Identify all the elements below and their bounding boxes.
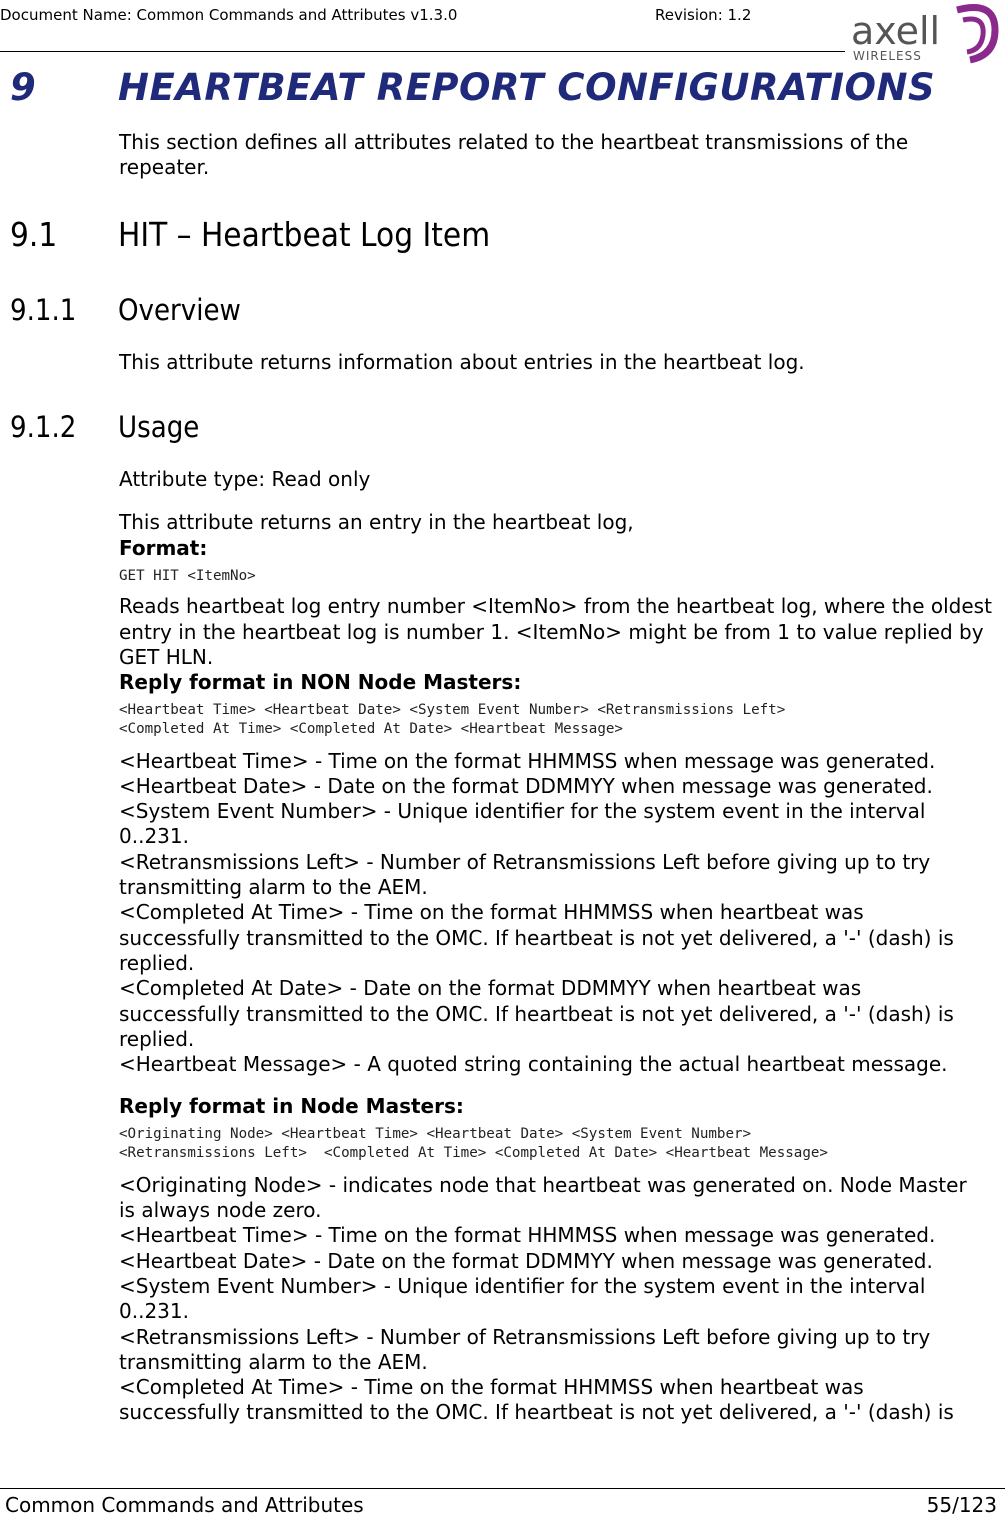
returns-text: This attribute returns an entry in the heartbeat log, <box>119 510 634 535</box>
field-line: <Completed At Time> - Time on the format HHMMSS when heartbeat was <box>119 1375 864 1400</box>
axell-wireless-logo <box>845 0 1005 66</box>
field-line: <Heartbeat Time> - Time on the format HHMMSS when message was generated. <box>119 1223 936 1248</box>
section-title: HEARTBEAT REPORT CONFIGURATIONS <box>118 66 936 109</box>
field-line: transmitting alarm to the AEM. <box>119 1349 428 1374</box>
usage-body <box>119 467 1004 1426</box>
overview-title: Overview <box>118 293 241 327</box>
page-number: 55/123 <box>926 1493 997 1517</box>
field-line: is always node zero. <box>119 1198 322 1223</box>
subsection-number: 9.1 <box>10 215 58 254</box>
header-rule <box>0 51 845 52</box>
logo-subtitle: WIRELESS <box>853 49 922 63</box>
format-label: Format: <box>119 535 208 560</box>
footer-title: Common Commands and Attributes <box>5 1493 364 1517</box>
overview-heading <box>10 293 241 327</box>
attribute-type: Attribute type: Read only <box>119 467 371 491</box>
format-code: GET HIT <ItemNo> <box>119 567 256 584</box>
overview-text: This attribute returns information about entries in the heartbeat log. <box>119 350 805 374</box>
footer-rule <box>0 1488 1005 1489</box>
field-line: 0..231. <box>119 1299 189 1324</box>
subsection-title: HIT – Heartbeat Log Item <box>118 215 491 254</box>
usage-number: 9.1.2 <box>10 410 77 444</box>
node-code-line: <Retransmissions Left> <Completed At Time> <Completed At Date> <Heartbeat Message> <box>119 1145 828 1162</box>
subsection-heading <box>10 215 490 254</box>
field-line: <Heartbeat Date> - Date on the format DDMMYY when message was generated. <box>119 773 933 798</box>
logo-wordmark: axell <box>851 9 941 53</box>
field-line: <Heartbeat Message> - A quoted string containing the actual heartbeat message. <box>119 1052 948 1077</box>
section-number: 9 <box>10 66 37 109</box>
field-line: <System Event Number> - Unique identifier for the system event in the interval <box>119 799 926 824</box>
field-line: successfully transmitted to the OMC. If heartbeat is not yet delivered, a '-' (dash) is <box>119 1001 954 1026</box>
logo-swoosh-inner-icon <box>963 19 983 52</box>
field-line: successfully transmitted to the OMC. If heartbeat is not yet delivered, a '-' (dash) is <box>119 1400 954 1425</box>
field-line: <Completed At Date> - Date on the format DDMMYY when heartbeat was <box>119 976 862 1001</box>
page-header <box>0 0 1005 63</box>
revision: Revision: 1.2 <box>655 6 752 24</box>
node-label: Reply format in Node Masters: <box>119 1094 464 1119</box>
field-line: <Heartbeat Time> - Time on the format HHMMSS when message was generated. <box>119 748 936 773</box>
overview-number: 9.1.1 <box>10 293 77 327</box>
node-code-line: <Originating Node> <Heartbeat Time> <Heartbeat Date> <System Event Number> <box>119 1125 752 1142</box>
section-intro: This section defines all attributes related to the heartbeat transmissions of the repeater. <box>119 130 909 180</box>
field-line: <Completed At Time> - Time on the format HHMMSS when heartbeat was <box>119 900 864 925</box>
field-line: replied. <box>119 1026 195 1051</box>
usage-heading <box>10 410 199 444</box>
non-node-field-list <box>119 749 1004 1078</box>
document-name: Document Name: Common Commands and Attributes v1.3.0 <box>0 6 458 24</box>
field-line: <System Event Number> - Unique identifier for the system event in the interval <box>119 1273 926 1298</box>
node-field-list <box>119 1173 1004 1426</box>
field-line: replied. <box>119 950 195 975</box>
field-line: <Heartbeat Date> - Date on the format DDMMYY when message was generated. <box>119 1248 933 1273</box>
non-node-code-line: <Completed At Time> <Completed At Date> <Heartbeat Message> <box>119 721 623 738</box>
non-node-code-line: <Heartbeat Time> <Heartbeat Date> <System Event Number> <Retransmissions Left> <box>119 701 786 718</box>
field-line: <Retransmissions Left> - Number of Retransmissions Left before giving up to try <box>119 849 931 874</box>
reads-text: Reads heartbeat log entry number <ItemNo> from the heartbeat log, where the oldest entry in the heartbeat log is number 1. <ItemNo> might be from 1 to value replied by GET HLN. <box>119 594 992 669</box>
field-line: <Originating Node> - indicates node that heartbeat was generated on. Node Master <box>119 1172 967 1197</box>
section-heading <box>10 66 935 109</box>
field-line: <Retransmissions Left> - Number of Retransmissions Left before giving up to try <box>119 1324 931 1349</box>
logo-swoosh-icon <box>957 8 995 61</box>
field-line: 0..231. <box>119 824 189 849</box>
field-line: transmitting alarm to the AEM. <box>119 875 428 900</box>
field-line: successfully transmitted to the OMC. If heartbeat is not yet delivered, a '-' (dash) is <box>119 925 954 950</box>
usage-title: Usage <box>118 410 200 444</box>
non-node-label: Reply format in NON Node Masters: <box>119 670 522 695</box>
